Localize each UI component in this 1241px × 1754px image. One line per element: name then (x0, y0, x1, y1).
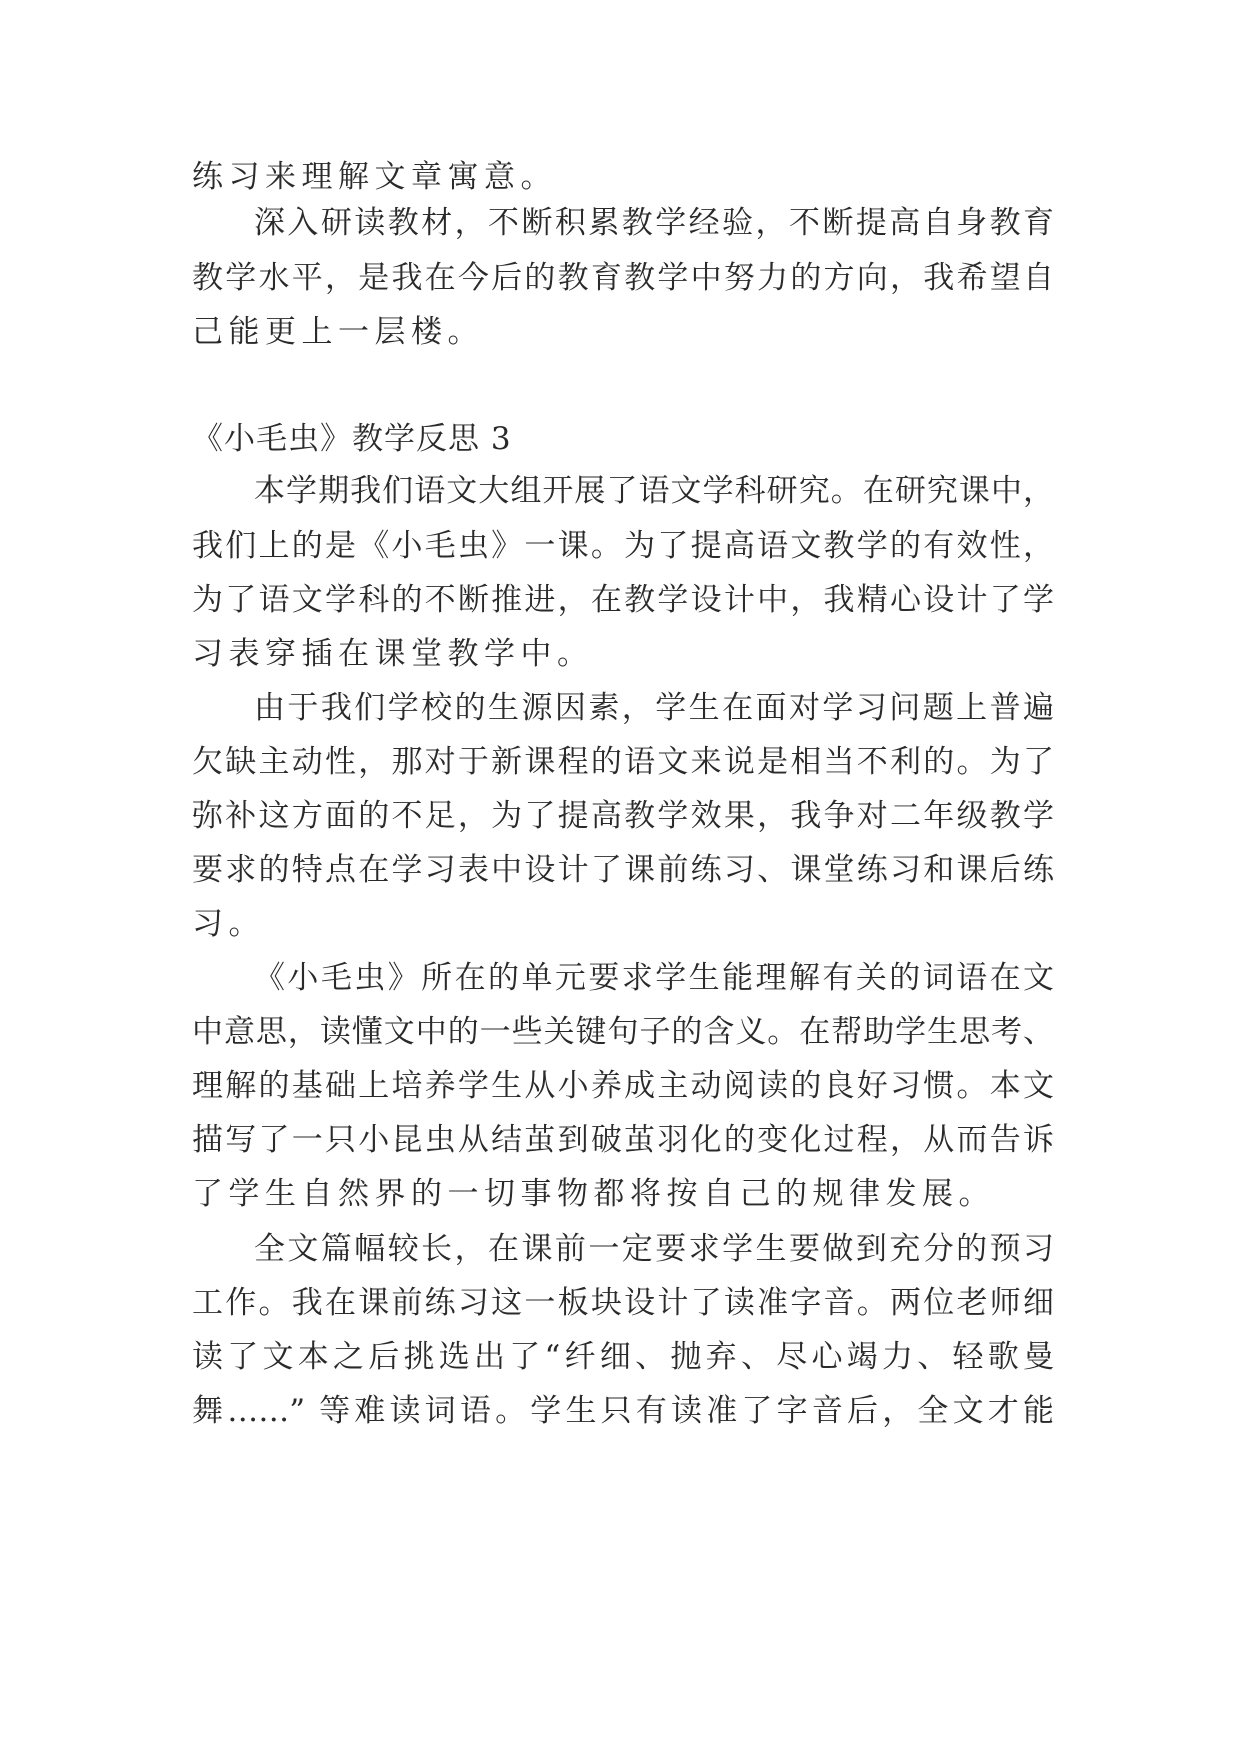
text-line: 教学水平，是我在今后的教育教学中努力的方向，我希望自 (192, 260, 1054, 296)
paragraph-first-line: 深入研读教材，不断积累教学经验，不断提高自身教育 (254, 205, 1054, 241)
text-line: 己能更上一层楼。 (192, 314, 484, 350)
paragraph-first-line: 本学期我们语文大组开展了语文学科研究。在研究课中， (254, 473, 1054, 509)
section-heading: 《小毛虫》教学反思 3 (192, 421, 512, 457)
text-line: 读了文本之后挑选出了“纤细、抛弃、尽心竭力、轻歌曼 (192, 1339, 1054, 1375)
text-line: 习表穿插在课堂教学中。 (192, 636, 594, 672)
paragraph-first-line: 由于我们学校的生源因素，学生在面对学习问题上普遍 (254, 690, 1054, 726)
text-line: 我们上的是《小毛虫》一课。为了提高语文教学的有效性， (192, 528, 1054, 564)
text-line: 描写了一只小昆虫从结茧到破茧羽化的变化过程，从而告诉 (192, 1122, 1054, 1158)
text-line: 了学生自然界的一切事物都将按自己的规律发展。 (192, 1176, 995, 1212)
text-line: 习。 (192, 906, 265, 942)
text-line: 练习来理解文章寓意。 (192, 159, 557, 195)
paragraph-first-line: 全文篇幅较长，在课前一定要求学生要做到充分的预习 (254, 1231, 1054, 1267)
paragraph-first-line: 《小毛虫》所在的单元要求学生能理解有关的词语在文 (254, 960, 1054, 996)
text-line: 为了语文学科的不断推进，在教学设计中，我精心设计了学 (192, 582, 1054, 618)
text-line: 要求的特点在学习表中设计了课前练习、课堂练习和课后练 (192, 852, 1054, 888)
text-line: 舞……” 等难读词语。学生只有读准了字音后，全文才能 (192, 1393, 1054, 1429)
text-line: 中意思，读懂文中的一些关键句子的含义。在帮助学生思考、 (192, 1014, 1054, 1050)
text-line: 欠缺主动性，那对于新课程的语文来说是相当不利的。为了 (192, 744, 1054, 780)
text-line: 工作。我在课前练习这一板块设计了读准字音。两位老师细 (192, 1285, 1054, 1321)
text-line: 理解的基础上培养学生从小养成主动阅读的良好习惯。本文 (192, 1068, 1054, 1104)
text-line: 弥补这方面的不足，为了提高教学效果，我争对二年级教学 (192, 798, 1054, 834)
